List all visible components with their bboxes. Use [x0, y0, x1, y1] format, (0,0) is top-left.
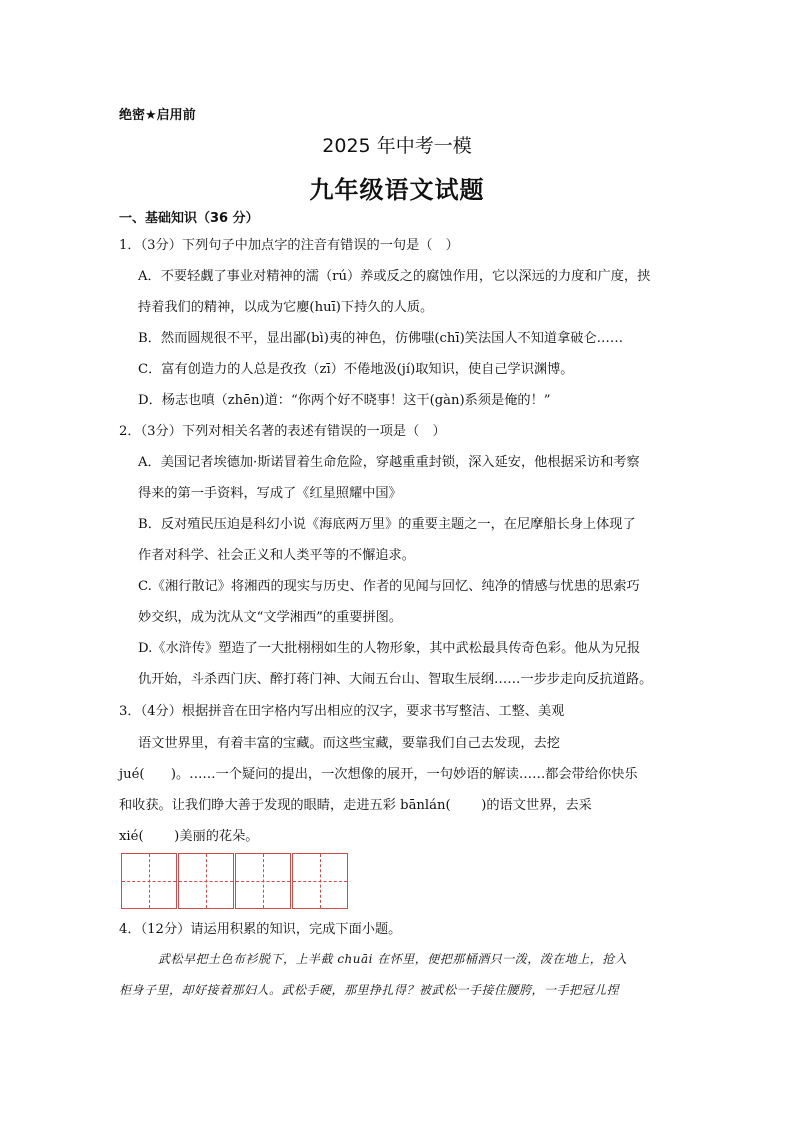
question-3-line-4: xié( )美丽的花朵。 — [119, 829, 259, 844]
question-2-option-c-cont: 妙交织，成为沈从文“文学湘西”的重要拼图。 — [138, 610, 403, 625]
question-3-line-3: 和收获。让我们睁大善于发现的眼睛，走进五彩 bānlán( )的语文世界，去采 — [119, 798, 592, 813]
tianzige-cell[interactable] — [121, 853, 177, 909]
question-2-option-c: C.《湘行散记》将湘西的现实与历史、作者的见闻与回忆、纯净的情感与忧患的思索巧 — [138, 579, 640, 594]
question-3-line-2: jué( )。……一个疑问的提出，一次想像的展开，一句妙语的解读……都会带给你快乐 — [119, 767, 638, 782]
question-1-option-c: C．富有创造力的人总是孜孜（zī）不倦地汲(jí)取知识，使自己学识渊博。 — [138, 362, 574, 377]
question-3-line-1: 语文世界里，有着丰富的宝藏。而这些宝藏，要靠我们自己去发现，去挖 — [138, 736, 560, 751]
question-2-option-b: B．反对殖民压迫是科幻小说《海底两万里》的重要主题之一，在尼摩船长身上体现了 — [138, 517, 636, 532]
question-1-option-a: A．不要轻觑了事业对精神的濡（rú）养或反之的腐蚀作用，它以深远的力度和广度，挟 — [138, 269, 651, 284]
question-3-stem: 3．（4分）根据拼音在田字格内写出相应的汉字，要求书写整洁、工整、美观 — [119, 704, 565, 719]
question-2-option-d-cont: 仇开始，斗杀西门庆、醉打蒋门神、大闹五台山、智取生辰纲……一步步走向反抗道路。 — [138, 672, 653, 687]
question-1-option-d: D．杨志也嗔（zhēn)道：“你两个好不晓事！这干(gàn)系须是俺的！” — [138, 393, 551, 408]
question-1-stem: 1．（3分）下列句子中加点字的注音有错误的一句是（ ） — [119, 238, 459, 253]
question-1-option-a-cont: 持着我们的精神，以成为它廮(huī)下持久的人质。 — [138, 300, 434, 315]
question-4-stem: 4．（12分）请运用积累的知识，完成下面小题。 — [119, 922, 402, 937]
confidential-label: 绝密★启用前 — [119, 108, 196, 123]
question-2-stem: 2．（3分）下列对相关名著的表述有错误的一项是（ ） — [119, 424, 446, 439]
tianzige-grid — [121, 853, 348, 909]
exam-title: 九年级语文试题 — [309, 176, 485, 204]
tianzige-cell[interactable] — [235, 853, 291, 909]
question-2-option-a: A．美国记者埃德加·斯诺冒着生命危险，穿越重重封锁，深入延安，他根据采访和考察 — [138, 455, 640, 470]
passage-line-2: 柜身子里，却好接着那妇人。武松手硬，那里挣扎得？被武松一手接住腰胯，一手把冠儿捏 — [119, 983, 620, 997]
tianzige-cell[interactable] — [178, 853, 234, 909]
question-2-option-d: D.《水浒传》塑造了一大批栩栩如生的人物形象，其中武松最具传奇色彩。他从为兄报 — [138, 641, 641, 656]
section-heading: 一、基础知识（36 分） — [119, 211, 259, 226]
question-2-option-b-cont: 作者对科学、社会正义和人类平等的不懈追求。 — [138, 548, 415, 563]
tianzige-cell[interactable] — [292, 853, 348, 909]
passage-line-1: 武松早把土色布衫脱下，上半截 chuāi 在怀里，便把那桶酒只一泼，泼在地上，抢入 — [158, 952, 628, 966]
exam-subtitle: 2025 年中考一模 — [322, 135, 472, 157]
question-2-option-a-cont: 得来的第一手资料，写成了《红星照耀中国》 — [138, 486, 402, 501]
question-1-option-b: B．然而圆规很不平，显出鄙(bì)夷的神色，仿佛嗤(chī)笑法国人不知道拿破仑…… — [138, 331, 624, 346]
